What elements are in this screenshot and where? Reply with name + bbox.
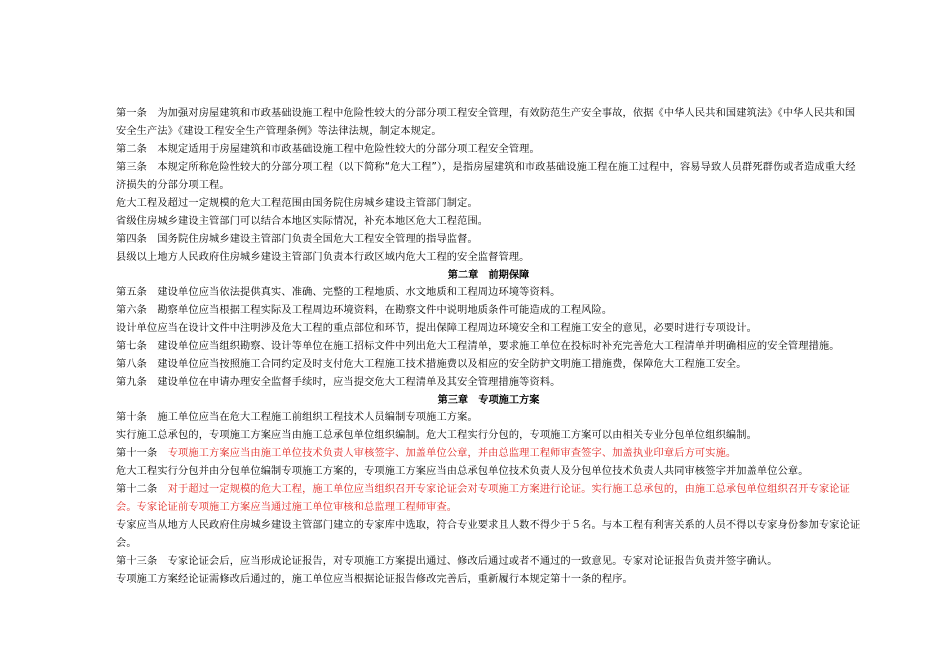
article-3-provincial: 省级住房城乡建设主管部门可以结合本地区实际情况，补充本地区危大工程范围。	[116, 216, 489, 227]
article-6-design: 设计单位应当在设计文件中注明涉及危大工程的重点部位和环节，提出保障工程周边环境安全和工程施工安全的意见，必要时进行专项设计。	[116, 323, 757, 334]
article-4-county: 县级以上地方人民政府住房城乡建设主管部门负责本行政区域内危大工程的安全监督管理。	[116, 252, 530, 263]
article-11-subcontract: 危大工程实行分包并由分包单位编制专项施工方案的，专项施工方案应当由总承包单位技术负责人及分包单位技术负责人共同审核签字并加盖单位公章。	[116, 466, 809, 477]
article-12-highlight: 对于超过一定规模的危大工程，施工单位应当组织召开专家论证会对专项施工方案进行论证。实行施工总承包的，由施工总承包单位组织召开专家论证会。专家论证前专项施工方案应当通过施工单位审核和总监理工程师审查。	[116, 484, 850, 513]
article-5: 第五条 建设单位应当依法提供真实、准确、完整的工程地质、水文地质和工程周边环境等资料。	[116, 287, 561, 298]
article-4: 第四条 国务院住房城乡建设主管部门负责全国危大工程安全管理的指导监督。	[116, 234, 478, 245]
article-13: 第十三条 专家论证会后，应当形成论证报告，对专项施工方案提出通过、修改后通过或者不通过的一致意见。专家对论证报告负责并签字确认。	[116, 556, 778, 567]
article-3-scope: 危大工程及超过一定规模的危大工程范围由国务院住房城乡建设主管部门制定。	[116, 198, 478, 209]
article-2: 第二条 本规定适用于房屋建筑和市政基础设施工程中危险性较大的分部分项工程安全管理。	[116, 144, 540, 155]
article-10: 第十条 施工单位应当在危大工程施工前组织工程技术人员编制专项施工方案。	[116, 412, 478, 423]
article-1: 第一条 为加强对房屋建筑和市政基础设施工程中危险性较大的分部分项工程安全管理，有效防范生产安全事故，依据《中华人民共和国建筑法》《中华人民共和国安全生产法》《建设工程安全生产管理条例》等法律法规，制定本规定。	[116, 108, 856, 137]
article-3: 第三条 本规定所称危险性较大的分部分项工程（以下简称“危大工程”），是指房屋建筑和市政基础设施工程在施工过程中，容易导致人员群死群伤或者造成重大经济损失的分部分项工程。	[116, 162, 856, 191]
article-11-highlight: 专项施工方案应当由施工单位技术负责人审核签字、加盖单位公章，并由总监理工程师审查签字、加盖执业印章后方可实施。	[167, 448, 737, 459]
article-10-general: 实行施工总承包的，专项施工方案应当由施工总承包单位组织编制。危大工程实行分包的，专项施工方案可以由相关专业分包单位组织编制。	[116, 430, 757, 441]
article-13-revision: 专项施工方案经论证需修改后通过的，施工单位应当根据论证报告修改完善后，重新履行本规定第十一条的程序。	[116, 574, 633, 585]
article-12-experts: 专家应当从地方人民政府住房城乡建设主管部门建立的专家库中选取，符合专业要求且人数不得少于５名。与本工程有利害关系的人员不得以专家身份参加专家论证会。	[116, 520, 861, 549]
article-8: 第八条 建设单位应当按照施工合同约定及时支付危大工程施工技术措施费以及相应的安全防护文明施工措施费，保障危大工程施工安全。	[116, 359, 747, 370]
document-body	[116, 105, 861, 589]
article-9: 第九条 建设单位在申请办理安全监督手续时，应当提交危大工程清单及其安全管理措施等资料。	[116, 377, 561, 388]
article-12	[116, 481, 861, 517]
article-11-label: 第十一条	[116, 448, 158, 459]
article-12-label: 第十二条	[116, 484, 158, 495]
chapter-2-heading: 第二章 前期保障	[447, 270, 530, 281]
article-7: 第七条 建设单位应当组织勘察、设计等单位在施工招标文件中列出危大工程清单，要求施工单位在投标时补充完善危大工程清单并明确相应的安全管理措施。	[116, 341, 840, 352]
article-11	[116, 445, 861, 463]
chapter-3-heading: 第三章 专项施工方案	[437, 395, 540, 406]
article-6: 第六条 勘察单位应当根据工程实际及工程周边环境资料，在勘察文件中说明地质条件可能造成的工程风险。	[116, 305, 613, 316]
